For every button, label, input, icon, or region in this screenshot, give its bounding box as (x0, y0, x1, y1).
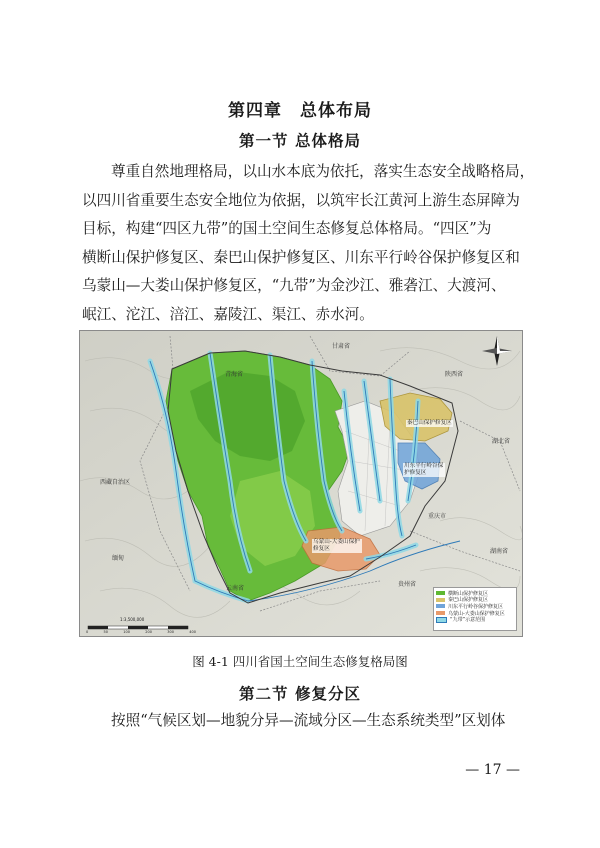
label-gansu: 甘肃省 (332, 343, 351, 350)
legend-swatch (436, 604, 445, 608)
paragraph-restoration-zones (82, 707, 522, 736)
paragraph-line: 按照“气候区划—地貌分异—流域分区—生态系统类型”区划体 (111, 712, 506, 729)
label-hubei: 湖北省 (492, 438, 511, 445)
legend-swatch (436, 591, 445, 595)
legend-label: “九带”示意范围 (450, 617, 486, 624)
zone-label-chuandong: 川东平行岭谷保护修复区 (404, 463, 444, 476)
north-arrow-icon (481, 335, 513, 367)
legend-swatch (436, 598, 445, 602)
section-title-overall-pattern: 第一节 总体格局 (239, 131, 361, 150)
paragraph-line: 目标，构建“四区九带”的国土空间生态修复总体格局。“四区”为 (82, 220, 492, 238)
legend-label: 秦巴山保护修复区 (448, 597, 489, 604)
scale-tick: 400 (189, 630, 196, 634)
label-myanmar: 缅甸 (112, 555, 125, 562)
map-legend (433, 587, 517, 631)
label-yunnan: 云南省 (226, 585, 245, 592)
paragraph-line: 乌蒙山—大娄山保护修复区，“九带”为金沙江、雅砻江、大渡河、 (82, 277, 506, 295)
label-qinghai: 青海省 (225, 371, 244, 378)
ecological-restoration-map (79, 330, 523, 637)
scale-ticks (86, 630, 196, 634)
zone-label-qinba: 秦巴山保护修复区 (407, 420, 452, 426)
section-title-restoration-zones: 第二节 修复分区 (239, 684, 361, 703)
page-number: — 17 — (465, 762, 520, 778)
legend-label: 乌蒙山-大娄山保护修复区 (448, 610, 505, 617)
scale-ratio: 1:3,500,000 (120, 617, 145, 622)
zone-label-wumeng: 乌蒙山-大娄山保护修复区 (312, 539, 362, 553)
chapter-title: 第四章 总体布局 (228, 101, 372, 121)
label-shaanxi: 陕西省 (445, 371, 464, 378)
legend-label: 横断山保护修复区 (448, 590, 489, 597)
label-xizang: 西藏自治区 (100, 479, 131, 486)
paragraph-line: 尊重自然地理格局，以山水本底为依托，落实生态安全战略格局， (111, 163, 535, 180)
scale-tick: 100 (123, 630, 130, 634)
scale-tick: 200 (145, 630, 152, 634)
legend-label: 川东平行岭谷保护修复区 (448, 603, 504, 610)
scale-tick: 0 (86, 630, 89, 634)
legend-item (436, 616, 514, 623)
paragraph-line: 横断山保护修复区、秦巴山保护修复区、川东平行岭谷保护修复区和 (82, 248, 520, 266)
legend-swatch (436, 611, 445, 615)
label-guizhou: 贵州省 (398, 581, 417, 588)
scale-tick: 300 (167, 630, 174, 634)
scale-bar (88, 626, 188, 629)
scale-tick: 50 (103, 630, 108, 634)
figure-caption: 图 4-1 四川省国土空间生态修复格局图 (192, 654, 408, 669)
label-hunan: 湖南省 (490, 548, 509, 555)
paragraph-line: 以四川省重要生态安全地位为依据，以筑牢长江黄河上游生态屏障为 (82, 191, 520, 209)
legend-swatch (436, 617, 447, 623)
paragraph-line: 岷江、沱江、涪江、嘉陵江、渠江、赤水河。 (82, 305, 374, 323)
paragraph-overall-pattern (82, 158, 535, 330)
label-chongqing: 重庆市 (428, 513, 447, 520)
